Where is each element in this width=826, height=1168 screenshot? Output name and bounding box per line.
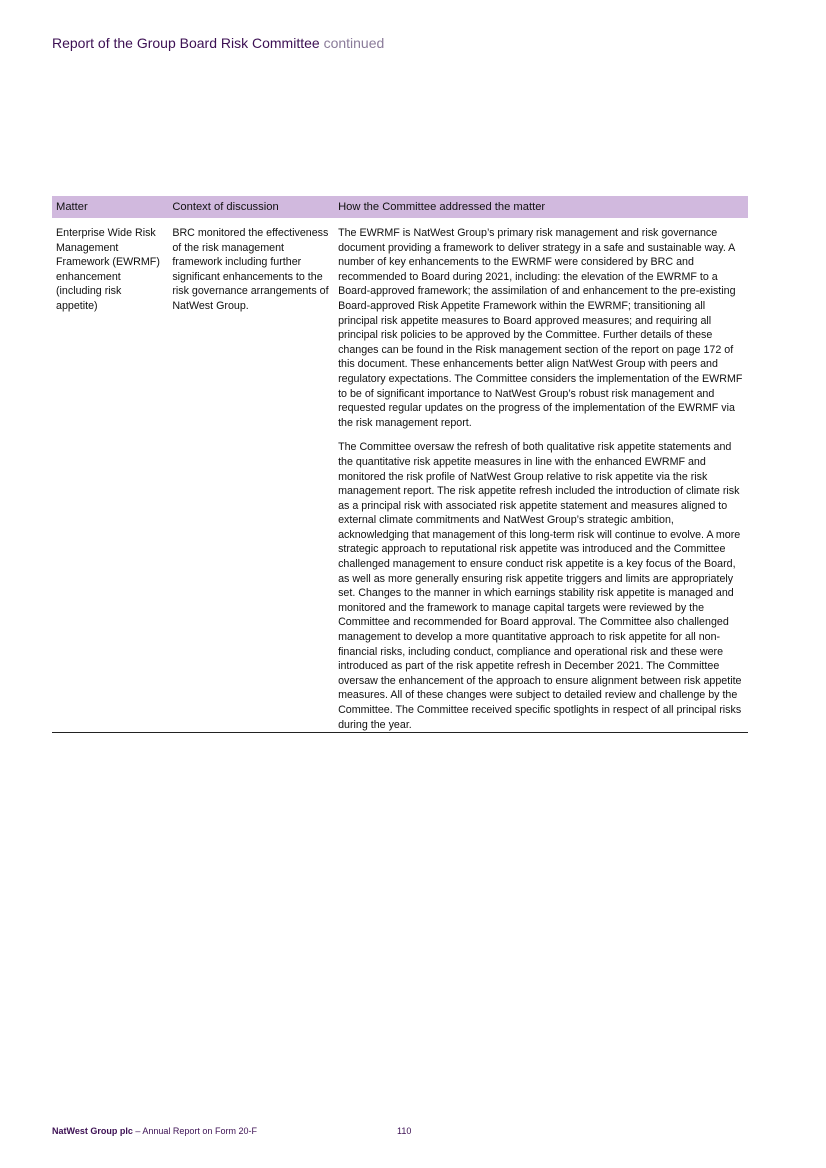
committee-matters-table (52, 196, 748, 733)
continued-label: continued (323, 35, 385, 51)
column-header-how-addressed: How the Committee addressed the matter (334, 196, 748, 218)
how-addressed-paragraph: The Committee oversaw the refresh of both qualitative risk appetite statements and the quantitative risk appetite measures in line with the enhanced EWRMF and monitored the risk profile of NatWest Group relative to risk appetite via the risk management report. The risk appetite refresh included the introduction of climate risk as a principal risk with associated risk appetite statement and measures aligned to external climate commitments and NatWest Group’s strategic ambition, acknowledging that management of this long-term risk will continue to evolve. A more strategic approach to reputational risk appetite was introduced and the Committee challenged management to ensure conduct risk appetite is a key focus of the Board, as well as more generally ensuring risk appetite triggers and limits are appropriately set. Changes to the manner in which earnings stability risk appetite is managed and monitored and the framework to manage capital targets were reviewed by the Committee and recommended for Board approval. The Committee also challenged management to develop a more quantitative approach to risk appetite for all non-financial risks, including conduct, compliance and operational risk and these were introduced as part of the risk appetite refresh in December 2021. The Committee oversaw the enhancement of the approach to ensure alignment between risk appetite measures. All of these changes were subject to detailed review and challenge by the Committee. The Committee received specific spotlights in respect of all principal risks during the year. (338, 441, 742, 731)
page-footer (52, 1126, 257, 1136)
how-addressed-paragraph: The EWRMF is NatWest Group’s primary risk management and risk governance document providing a framework to deliver strategy in a safe and sustainable way. A number of key enhancements to the EWRMF were considered by BRC and recommended to Board during 2021, including: the elevation of the EWRMF to a Board-approved framework; the assimilation of and enhancement to the pre-existing Board-approved Risk Appetite Framework within the EWRMF; transitioning all principal risk appetite measures to Board approved measures; and requiring all principal risk policies to be approved by the Committee. Further details of these changes can be found in the Risk management section of the report on page 172 of this document. These enhancements better align NatWest Group with peers and regulatory expectations. The Committee considers the implementation of the EWRMF to be of significant importance to NatWest Group’s robust risk management and requested regular updates on the progress of the implementation of the EWRMF via the risk management report. (338, 227, 743, 429)
page-title: Report of the Group Board Risk Committee (52, 35, 320, 51)
page-number: 110 (397, 1126, 412, 1136)
table-header-row (52, 196, 748, 218)
table-row (52, 218, 748, 733)
footer-separator: – (135, 1126, 141, 1136)
column-header-matter: Matter (52, 196, 168, 218)
footer-document-name: Annual Report on Form 20-F (142, 1126, 257, 1136)
page-header (52, 35, 384, 51)
footer-brand: NatWest Group plc (52, 1126, 133, 1136)
column-header-context: Context of discussion (168, 196, 334, 218)
how-addressed-cell (334, 218, 748, 733)
context-cell: BRC monitored the effectiveness of the risk management framework including further significant enhancements to the risk governance arrangements of NatWest Group. (168, 218, 334, 733)
matter-cell: Enterprise Wide Risk Management Framework (EWRMF) enhancement (including risk appetite) (52, 218, 168, 733)
